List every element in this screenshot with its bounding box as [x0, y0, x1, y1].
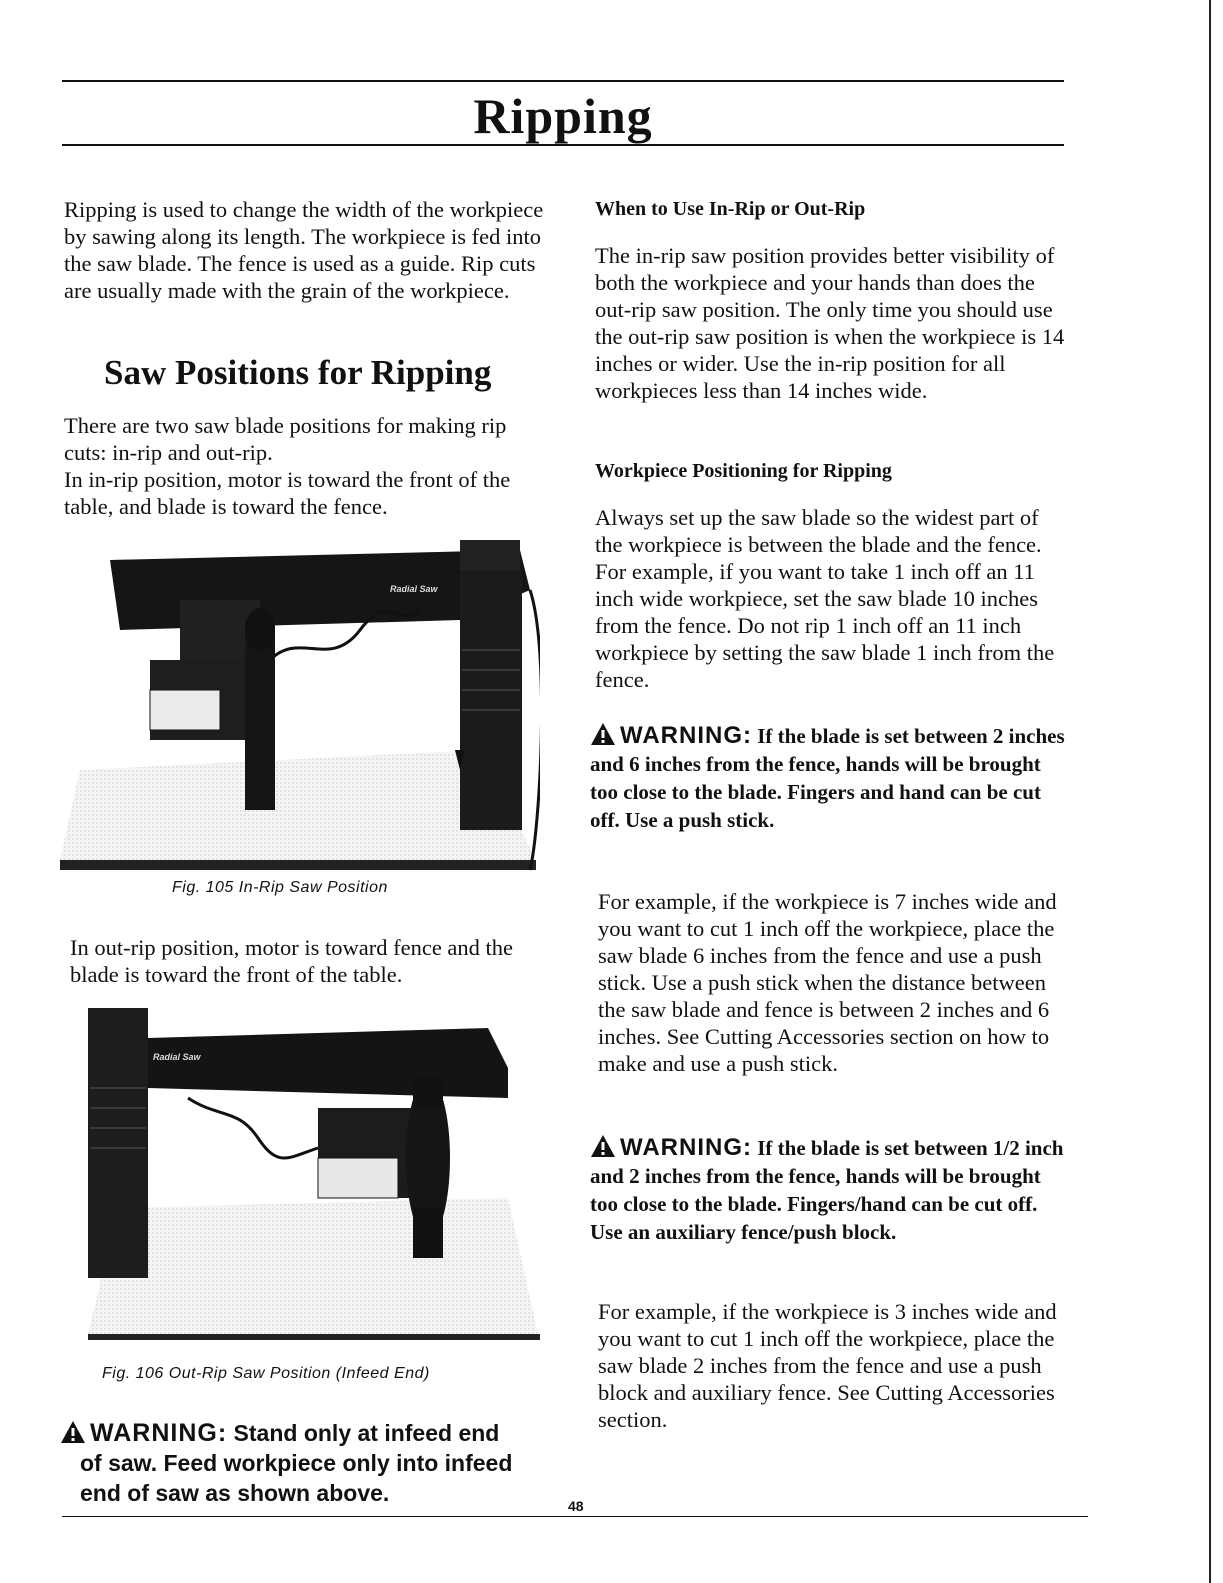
- outrip-block: [70, 934, 550, 988]
- right-warning-2-block: [590, 1134, 1068, 1246]
- right-p1-block: [595, 242, 1065, 404]
- fig106-caption-block: [102, 1364, 542, 1384]
- left-warning-text-1: Stand only at infeed end: [233, 1420, 500, 1446]
- fig106-caption: Fig. 106 Out-Rip Saw Position (Infeed End): [102, 1365, 430, 1382]
- right-warning-2-label: WARNING:: [620, 1134, 752, 1161]
- right-warning-1: [590, 722, 1068, 834]
- right-warning-1-text: If the blade is set between 2 inches and 6 inches from the fence, hands will be brought too close to the blade. Fingers and hand can be cut off. Use a push stick.: [590, 724, 1065, 832]
- intro-paragraph: Ripping is used to change the width of the workpiece by sawing along its length. The workpiece is fed into the saw blade. The fence is used as a guide. Rip cuts are usually made with the grain of the workpiece.: [64, 197, 544, 303]
- right-paragraph-2: Always set up the saw blade so the widest part of the workpiece is between the blade and the fence. For example, if you want to take 1 inch off an 11 inch wide workpiece, set the saw blade 10 inches from the fence. Do not rip 1 inch off an 11 inch workpiece by setting the saw blade 1 inch from the fence.: [595, 505, 1055, 692]
- right-paragraph-1: The in-rip saw position provides better visibility of both the workpiece and your hands than does the out-rip saw position. The only time you should use the out-rip saw position is when the workpiece is 14 inches or wider. Use the in-rip position for all workpieces less than 14 inches wide.: [595, 243, 1065, 403]
- warning-triangle-icon: [590, 1134, 616, 1158]
- right-p4-block: [598, 1298, 1066, 1433]
- section-heading: Saw Positions for Ripping: [104, 353, 492, 392]
- warning-triangle-icon: [590, 722, 616, 746]
- positions-block: [64, 412, 544, 520]
- page-edge: [1209, 0, 1211, 1583]
- fig105-caption: Fig. 105 In-Rip Saw Position: [172, 879, 388, 896]
- left-warning-label: WARNING:: [90, 1419, 228, 1447]
- fig105-arm-label: Radial Saw: [390, 584, 438, 594]
- outrip-paragraph: In out-rip position, motor is toward fence and the blade is toward the front of the table.: [70, 935, 514, 987]
- page-number: 48: [568, 1498, 584, 1514]
- right-paragraph-4: For example, if the workpiece is 3 inches wide and you want to cut 1 inch off the workpiece, place the saw blade 2 inches from the fence and use a push block and auxiliary fence. See Cutting Accessories section.: [598, 1299, 1057, 1432]
- right-heading-2-block: [595, 458, 1065, 484]
- fig106-photo: [88, 1008, 540, 1340]
- page-title: Ripping: [473, 88, 653, 144]
- fig105-photo: [60, 530, 540, 874]
- title-rule-bottom: [62, 144, 1064, 146]
- fig106-arm-label: Radial Saw: [153, 1052, 201, 1062]
- right-warning-1-label: WARNING:: [620, 722, 752, 749]
- warning-triangle-icon: [60, 1420, 86, 1444]
- footer-rule: [62, 1516, 1088, 1517]
- left-warning-block: [60, 1418, 550, 1508]
- title-rule-top: [62, 80, 1064, 82]
- right-heading-1: When to Use In-Rip or Out-Rip: [595, 198, 866, 220]
- right-warning-2: [590, 1134, 1068, 1246]
- fig105-caption-block: [172, 878, 532, 898]
- left-warning-line-1: [60, 1418, 550, 1448]
- right-heading-1-block: [595, 196, 1065, 222]
- left-warning-text-2: of saw. Feed workpiece only into infeed end of saw as shown above.: [80, 1450, 513, 1506]
- intro-block: [64, 196, 544, 304]
- right-p2-block: [595, 504, 1065, 693]
- right-paragraph-3: For example, if the workpiece is 7 inches wide and you want to cut 1 inch off the workpiece, place the saw blade 6 inches from the fence and use a push stick. Use a push stick when the distance between the saw blade and fence is between 2 inches and 6 inches. See Cutting Accessories section on how to make and use a push stick.: [598, 889, 1057, 1076]
- positions-paragraph-2: In in-rip position, motor is toward the front of the table, and blade is toward the fence.: [64, 467, 511, 519]
- right-warning-2-text: If the blade is set between 1/2 inch and 2 inches from the fence, hands will be brought too close to the blade. Fingers/hand can be cut off. Use an auxiliary fence/push block.: [590, 1136, 1064, 1244]
- section-heading-block: [104, 352, 544, 394]
- right-heading-2: Workpiece Positioning for Ripping: [595, 460, 892, 482]
- positions-paragraph-1: There are two saw blade positions for making rip cuts: in-rip and out-rip.: [64, 413, 507, 465]
- right-p3-block: [598, 888, 1066, 1077]
- right-warning-1-block: [590, 722, 1068, 834]
